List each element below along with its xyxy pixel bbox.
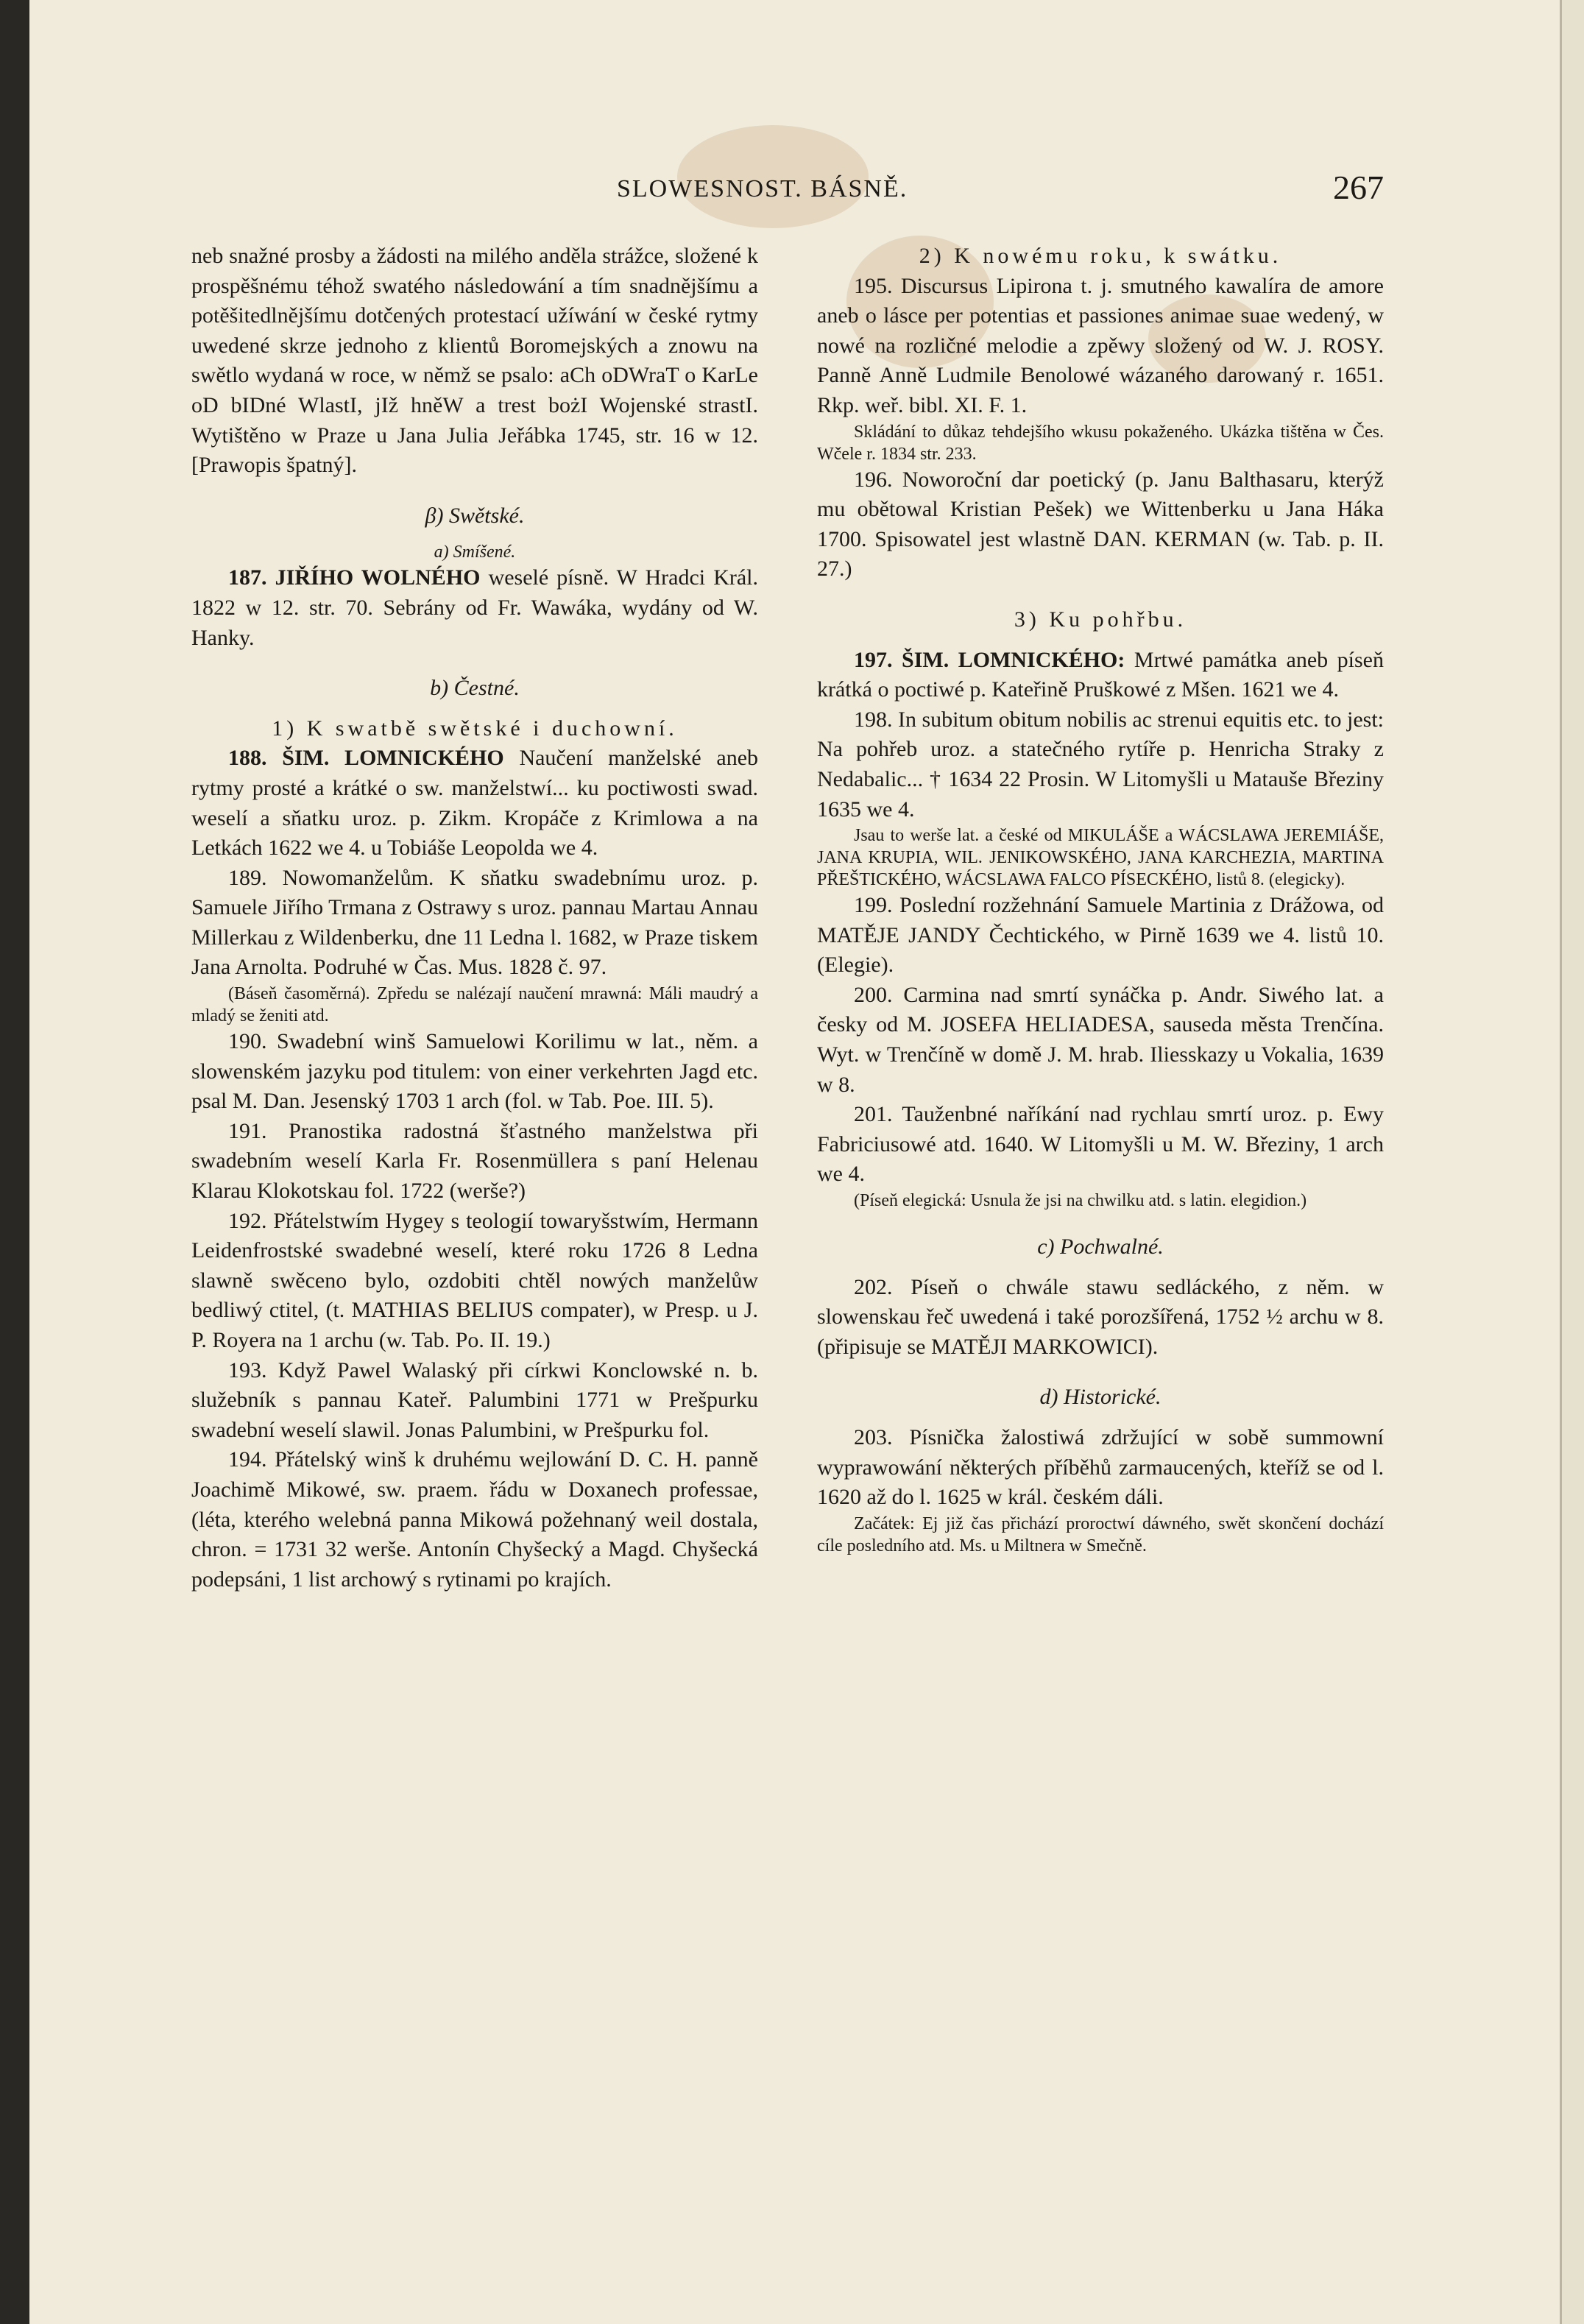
entry-197-author: 197. ŠIM. LOMNICKÉHO: (854, 647, 1125, 672)
entry-197-text: Mrtwé památka aneb píseň krátká o poctiwé p. Kateřině Pruškowé z Mšen. 1621 we 4. (817, 647, 1384, 702)
entry-198: 198. In subitum obitum nobilis ac strenui equitis etc. to jest: Na pohřeb uroz. a statečného rytíře p. Henricha Straky z Nedabalic... † 1634 22 Prosin. W Litomyšli u Matauše Březiny 1635 we 4. (817, 707, 1384, 822)
scan-right-edge (1560, 0, 1584, 2324)
page-number: 267 (1333, 169, 1384, 206)
entry-191: 191. Pranostika radostná šťastného manželstwa při swadebním weselí Karla Fr. Rosenmüllera s paní Helenau Klarau Klokotskau fol. 1722 (werše?) (191, 1118, 758, 1204)
book-page (191, 168, 1384, 1592)
entry-187-author: 187. JIŘÍHO WOLNÉHO (228, 565, 481, 590)
page-header (191, 168, 1384, 219)
entry-192: 192. Přátelstwím Hygey s teologií towaryšstwím, Hermann Leidenfrostské swadebné weselí, které roku 1726 8 Ledna slawně swěceno bylo, ozdobiti chtěl nowých manželůw bedliwý ctitel, (t. MATHIAS BELIUS compater), w Presp. u J. P. Royera na 1 archu (w. Tab. Po. II. 19.) (191, 1208, 758, 1352)
entry-193: 193. Když Pawel Walaský při církwi Konclowské n. b. služebník s pannau Kateř. Palumbini 1771 w Prešpurku swadební weselí slawil. Jonas Palumbini, w Prešpurku fol. (191, 1357, 758, 1442)
entry-190: 190. Swadební winš Samuelowi Korilimu w lat., něm. a slowenském jazyku pod titulem: von einer verkehrten Jagd etc. psal M. Dan. Jesenský 1703 1 arch (fol. w Tab. Poe. III. 5). (191, 1029, 758, 1114)
entry-196: 196. Noworoční dar poetický (p. Janu Balthasaru, kterýž mu obětowal Kristian Pešek) we Wittenberku u Jana Háka 1700. Spisowatel jest wlastně DAN. KERMAN (w. Tab. p. II. 27.) (817, 467, 1384, 582)
entry-201: 201. Tauženbné naříkání nad rychlau smrtí uroz. p. Ewy Fabriciusowé atd. 1640. W Litomyšli u M. W. Březiny, 1 arch we 4. (817, 1102, 1384, 1187)
section-heading-c: c) Pochwalné. (1037, 1235, 1164, 1260)
section-heading-beta: β) Swětské. (425, 503, 525, 528)
entry-199: 199. Poslední rozžehnání Samuele Martinia z Drážowa, od MATĚJE JANDY Čechtického, w Pirně 1639 we 4. listů 10. (Elegie). (817, 893, 1384, 978)
entry-198-note: Jsau to werše lat. a české od MIKULÁŠE a WÁCSLAWA JEREMIÁŠE, JANA KRUPIA, WIL. JENIKOWSKÉHO, JANA KARCHEZIA, MARTINA PŘEŠTICKÉHO, WÁCSLAWA FALCO PÍSECKÉHO, listů 8. (elegicky). (817, 826, 1384, 890)
scan-left-edge (0, 0, 29, 2324)
section-heading-3: 3) Ku pohřbu. (1014, 607, 1187, 632)
entry-203: 203. Písnička žalostiwá zdržující w sobě summowní wyprawowání některých příběhů zarmaucených, kteříž se od l. 1620 až do l. 1625 w král. českém dáli. (817, 1425, 1384, 1510)
section-heading-2: 2) K nowému roku, k swátku. (919, 244, 1282, 268)
section-heading-b: b) Čestné. (430, 676, 520, 701)
entry-197 (817, 646, 1384, 705)
entry-200: 200. Carmina nad smrtí synáčka p. Andr. Siwého lat. a česky od M. JOSEFA HELIADESA, sauseda města Trenčína. Wyt. w Trenčíně w domě J. M. hrab. Iliesskazy u Vokalia, 1639 w 8. (817, 982, 1384, 1097)
running-title: SLOWESNOST. BÁSNĚ. (617, 175, 908, 202)
entry-189-note: (Báseň časoměrná). Zpředu se nalézají naučení mrawná: Máli maudrý a mladý se ženiti atd. (191, 984, 758, 1026)
right-column (817, 241, 1384, 1557)
entry-203-note: Začátek: Ej již čas přichází proroctwí dáwného, swět skončení dochází cíle posledního atd. Ms. u Miltnera w Smečně. (817, 1514, 1384, 1555)
entry-195: 195. Discursus Lipirona t. j. smutného kawalíra de amore aneb o lásce per potentias et passiones animae suae wedený, w nowé na rozličné melodie a zpěwy složený od W. J. ROSY. Panně Anně Ludmile Benolowé wázaného darowaný r. 1651. Rkp. weř. bibl. XI. F. 1. (817, 273, 1384, 417)
entry-188-text: Naučení manželské aneb rytmy prosté a krátké o sw. manželstwí... ku poctiwosti swad. weselí a sňatku uroz. p. Zikm. Kropáče z Krimlowa a na Letkách 1622 we 4. u Tobiáše Leopolda we 4. (191, 746, 759, 861)
entry-187-text: weselé písně. W Hradci Král. 1822 w 12. str. 70. Sebrány od Fr. Wawáka, wydány od W. Hanky. (191, 565, 758, 650)
entry-187 (191, 563, 758, 653)
entry-201-note: (Píseň elegická: Usnula že jsi na chwilku atd. s latin. elegidion.) (854, 1191, 1307, 1211)
intro-paragraph: neb snažné prosby a žádosti na milého anděla strážce, složené k prospěšnému téhož swatého následowání a tím snadnějšímu a potěšitedlnějšímu dotčených protestací užíwání w české rytmy uwedené skrze jednoho z klientů Boromejských a znowu na swětlo wydaná w roce, w němž se psalo: aCh oDWraT o KarLe oD bIDné WlastI, jIž hněW a trest bożI Wojenské strastI. Wytištěno w Praze u Jana Julia Jeřábka 1745, str. 16 w 12. [Prawopis špatný]. (191, 244, 758, 478)
section-heading-a: a) Smíšené. (434, 543, 516, 562)
entry-188-author: 188. ŠIM. LOMNICKÉHO (228, 746, 504, 771)
entry-202: 202. Píseň o chwále stawu sedláckého, z něm. w slowenskau řeč uwedená i také porozšířená, 1752 ½ archu w 8. (připisuje se MATĚJI MARKOWICI). (817, 1274, 1384, 1359)
left-column (191, 241, 758, 1594)
entry-188 (191, 744, 758, 863)
entry-194: 194. Přátelský winš k druhému wejlowání D. C. H. panně Joachimě Mikowé, sw. praem. řádu w Doxanech professae, (léta, kterého welebná panna Mikowá požehnaný weil dostala, chron. = 1731 32 werše. Antonín Chyšecký a Magd. Chyšecká podepsáni, 1 list archowý s rytinami po krajích. (191, 1447, 758, 1592)
section-heading-d: d) Historické. (1039, 1385, 1162, 1410)
entry-195-note: Skládání to důkaz tehdejšího wkusu pokaženého. Ukázka tištěna w Čes. Wčele r. 1834 str. 233. (817, 422, 1384, 464)
entry-189: 189. Nowomanželům. K sňatku swadebnímu uroz. p. Samuele Jiřího Trmana z Ostrawy s uroz. pannau Martau Annau Millerkau z Wildenberku, dne 11 Ledna l. 1682, w Praze tiskem Jana Arnolta. Podruhé w Čas. Mus. 1828 č. 97. (191, 865, 758, 980)
section-heading-1: 1) K swatbě swětské i duchowní. (272, 716, 678, 741)
